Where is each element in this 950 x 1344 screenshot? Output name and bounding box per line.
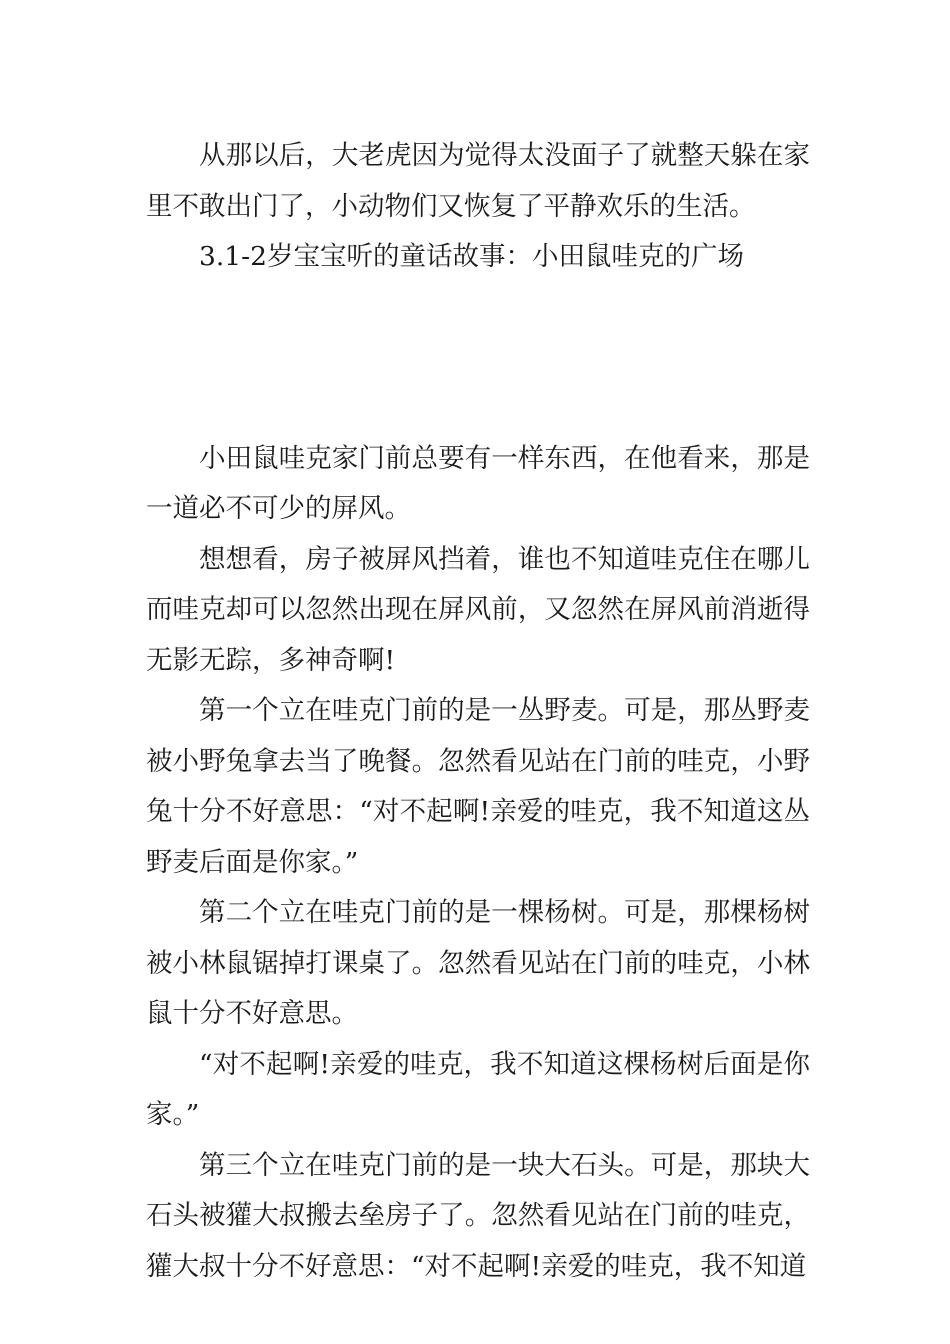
paragraph: 第二个立在哇克门前的是一棵杨树。可是，那棵杨树被小林鼠锯掉打课桌了。忽然看见站在门前的哇克，小林鼠十分不好意思。 [146,897,810,1029]
story-heading: 3.1-2岁宝宝听的童话故事：小田鼠哇克的广场 [199,241,744,272]
paragraph: 想想看，房子被屏风挡着，谁也不知道哇克住在哪儿而哇克却可以忽然出现在屏风前，又忽然在屏风前消逝得无影无踪，多神奇啊! [146,543,810,676]
paragraph: 第一个立在哇克门前的是一丛野麦。可是，那丛野麦被小野兔拿去当了晚餐。忽然看见站在门前的哇克，小野兔十分不好意思：“对不起啊!亲爱的哇克，我不知道这丛野麦后面是你家。” [146,695,810,878]
paragraph: 小田鼠哇克家门前总要有一样东西，在他看来，那是一道必不可少的屏风。 [146,442,810,524]
paragraph-ending: 从那以后，大老虎因为觉得太没面子了就整天躲在家里不敢出门了，小动物们又恢复了平静欢乐的生活。 [146,140,810,222]
document-body [146,131,810,1292]
paragraph: 第三个立在哇克门前的是一块大石头。可是，那块大石头被獾大叔搬去垒房子了。忽然看见站在门前的哇克，獾大叔十分不好意思：“对不起啊!亲爱的哇克，我不知道 [146,1149,810,1282]
blank-space [146,283,810,434]
paragraph-quote: “对不起啊!亲爱的哇克，我不知道这棵杨树后面是你家。” [146,1048,810,1130]
